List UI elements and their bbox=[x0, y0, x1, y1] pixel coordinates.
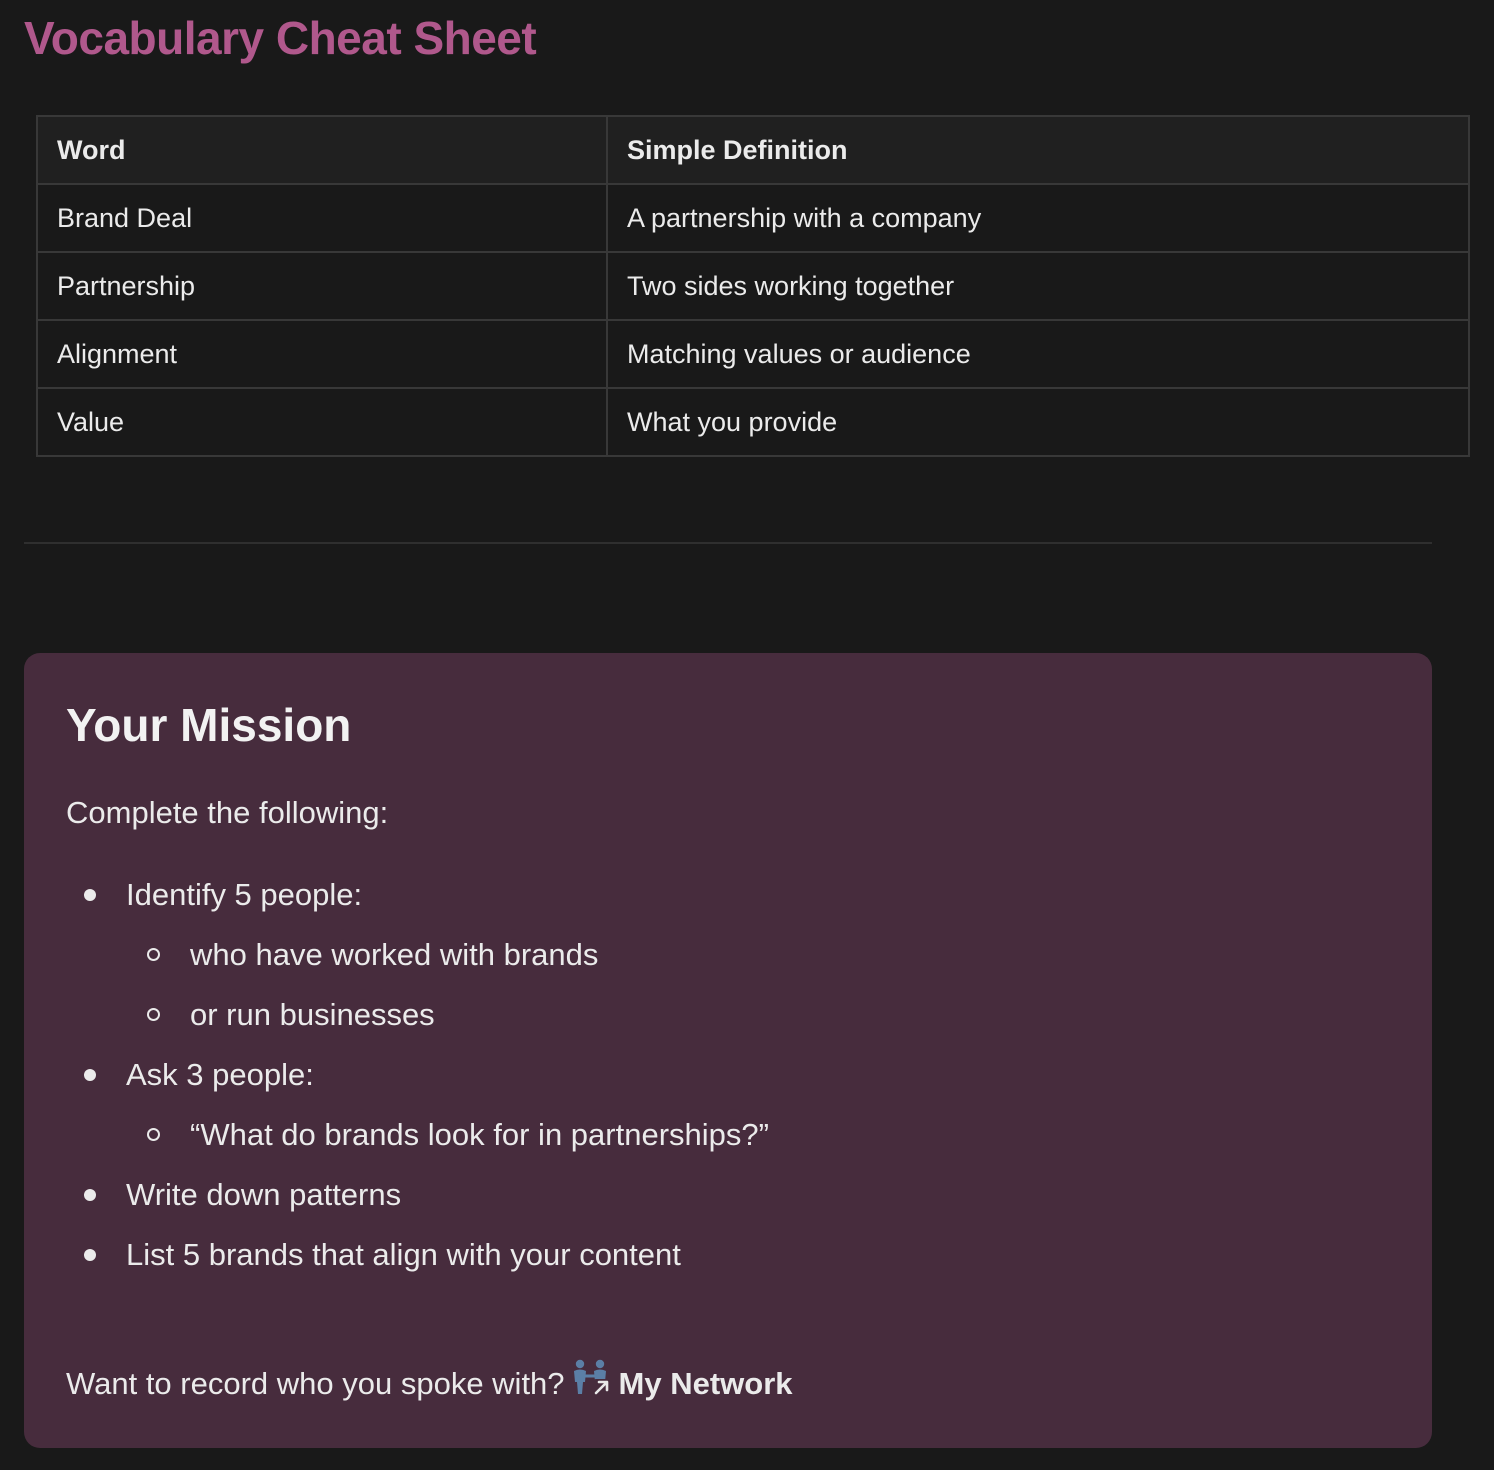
list-item-text: or run businesses bbox=[190, 997, 435, 1032]
vocabulary-table bbox=[36, 115, 1470, 457]
list-item bbox=[24, 1055, 1432, 1095]
list-item-text: List 5 brands that align with your content bbox=[126, 1237, 681, 1272]
bullet-circle-icon bbox=[147, 1128, 160, 1141]
mission-title: Your Mission bbox=[66, 699, 352, 751]
table-row bbox=[37, 252, 1469, 320]
table-header-row bbox=[37, 116, 1469, 184]
divider bbox=[24, 542, 1432, 544]
column-header-word[interactable]: Word bbox=[37, 116, 607, 184]
column-header-definition[interactable]: Simple Definition bbox=[607, 116, 1469, 184]
list-item-text: Ask 3 people: bbox=[126, 1057, 314, 1092]
network-prompt-text: Want to record who you spoke with? bbox=[66, 1366, 565, 1402]
list-item bbox=[24, 935, 1432, 975]
mission-intro: Complete the following: bbox=[66, 795, 389, 830]
bullet-disc-icon bbox=[84, 889, 96, 901]
table-row bbox=[37, 320, 1469, 388]
list-item bbox=[24, 875, 1432, 915]
word-cell[interactable]: Alignment bbox=[37, 320, 607, 388]
list-item bbox=[24, 995, 1432, 1035]
word-cell[interactable]: Value bbox=[37, 388, 607, 456]
bullet-disc-icon bbox=[84, 1189, 96, 1201]
word-cell[interactable]: Partnership bbox=[37, 252, 607, 320]
definition-cell[interactable]: What you provide bbox=[607, 388, 1469, 456]
list-item bbox=[24, 1175, 1432, 1215]
bullet-disc-icon bbox=[84, 1069, 96, 1081]
word-cell[interactable]: Brand Deal bbox=[37, 184, 607, 252]
bullet-circle-icon bbox=[147, 1008, 160, 1021]
list-item bbox=[24, 1235, 1432, 1275]
bullet-circle-icon bbox=[147, 948, 160, 961]
network-prompt bbox=[66, 1361, 793, 1405]
table-row bbox=[37, 388, 1469, 456]
list-item-text: Write down patterns bbox=[126, 1177, 402, 1212]
bullet-disc-icon bbox=[84, 1249, 96, 1261]
definition-cell[interactable]: Two sides working together bbox=[607, 252, 1469, 320]
mission-callout bbox=[24, 653, 1432, 1448]
people-holding-hands-icon[interactable] bbox=[569, 1358, 613, 1408]
definition-cell[interactable]: Matching values or audience bbox=[607, 320, 1469, 388]
list-item-text: Identify 5 people: bbox=[126, 877, 363, 912]
list-item bbox=[24, 1115, 1432, 1155]
table-row bbox=[37, 184, 1469, 252]
definition-cell[interactable]: A partnership with a company bbox=[607, 184, 1469, 252]
list-item-text: who have worked with brands bbox=[190, 937, 599, 972]
my-network-link[interactable]: My Network bbox=[618, 1366, 793, 1402]
page-title: Vocabulary Cheat Sheet bbox=[24, 12, 537, 64]
list-item-text: “What do brands look for in partnerships?” bbox=[190, 1117, 769, 1152]
